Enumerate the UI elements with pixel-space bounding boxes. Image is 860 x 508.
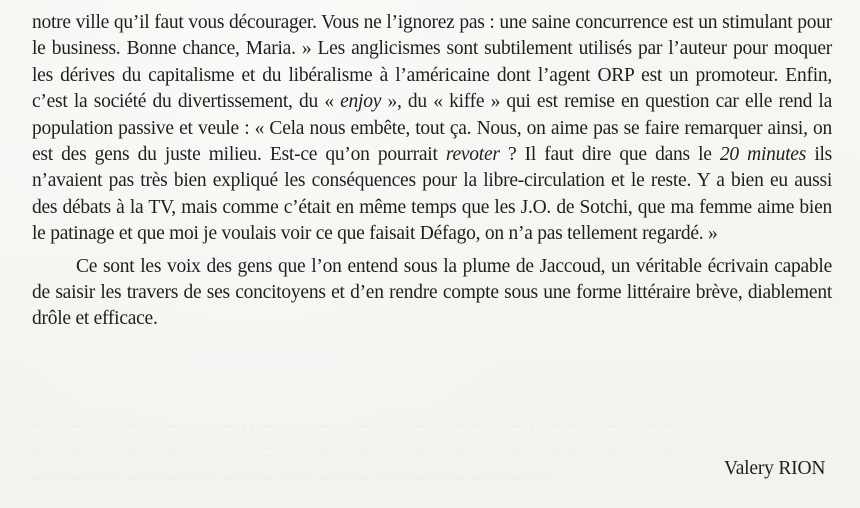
paragraph-2: Ce sont les voix des gens que l’on entend sous la plume de Jaccoud, un véritable écrivain capable de saisir les travers de ses concitoyens et d’en rendre compte sous une forme littéraire brève, diablement drôle et efficace. [32,255,832,330]
italic-enjoy: enjoy [340,91,382,113]
body-text [32,10,832,333]
italic-revoter: revoter [445,144,500,166]
bleed-through-line: ·· ·· ·· ·· ·· ·· ·· ·· ·· ·· ·· ·· ·· ·· ·· ·· ·· ·· ·· ·· ·· ·· ·· ·· ·· ·· ·· ·· ·· ·· ·· ·· ·· ·· ·· ·· ·· ·· ·· ·· ·· ·· ·· ·· ·· ·· ·· ·· ·· [30,441,700,457]
bleed-through-line: ·· ·· ·· ·· ·· ·· ·· ·· ·· ·· ·· ·· ·· ·· ·· ·· ·· ·· ·· ·· ·· ·· ·· ·· ·· ·· ·· ·· ·· ·· ·· ·· ·· ·· ·· ·· ·· ·· ·· ·· ·· ·· ·· ·· ·· ·· ·· ·· ·· [30,419,700,435]
paragraph-1-part-4: ils n’avaient pas très bien expliqué les conséquences pour la libre-circulation et le reste. Y a bien eu aussi des débats à la TV, mais comme c’était en même temps que les J.O. de Sotchi, que ma femme aime bien le patinage et que moi je voulais voir ce que faisait Défago, on n’a pas tellement regardé. » [32,144,832,245]
bleed-through-line: ·· ·· ·· ·· ·· ·· ·· ·· ·· ·· ·· ·· ·· ·· ·· ·· ·· ·· ·· ·· ·· ·· ·· ·· ·· ·· ·· ·· ·· ·· ·· ·· ·· ·· ·· ·· ·· ·· [30,471,549,487]
italic-20-minutes: 20 minutes [719,144,807,166]
paragraph-1-part-1: notre ville qu’il faut vous décourager. Vous ne l’ignorez pas : une saine concurrence est un stimulant pour le business. Bonne chance, Maria. » Les anglicismes sont subtilement utilisés par l’auteur pour moquer les dérives du capitalisme et du libéralisme à l’américaine dont l’agent ORP est un promoteur. Enfin, c’est la société du divertissement, du « [32,12,832,113]
author-signature: Valery RION [724,458,826,479]
paragraph-1-part-2: », du « kiffe » qui est remise en question car elle rend la population passive et veule : « Cela nous embête, tout ça. Nous, on aime pas se faire remarquer ainsi, on est des gens du juste milieu. Est-ce qu’on pourrait [32,91,832,166]
paragraph-1-part-3: ? Il faut dire que dans le [499,144,720,166]
paragraph-1 [32,10,832,248]
